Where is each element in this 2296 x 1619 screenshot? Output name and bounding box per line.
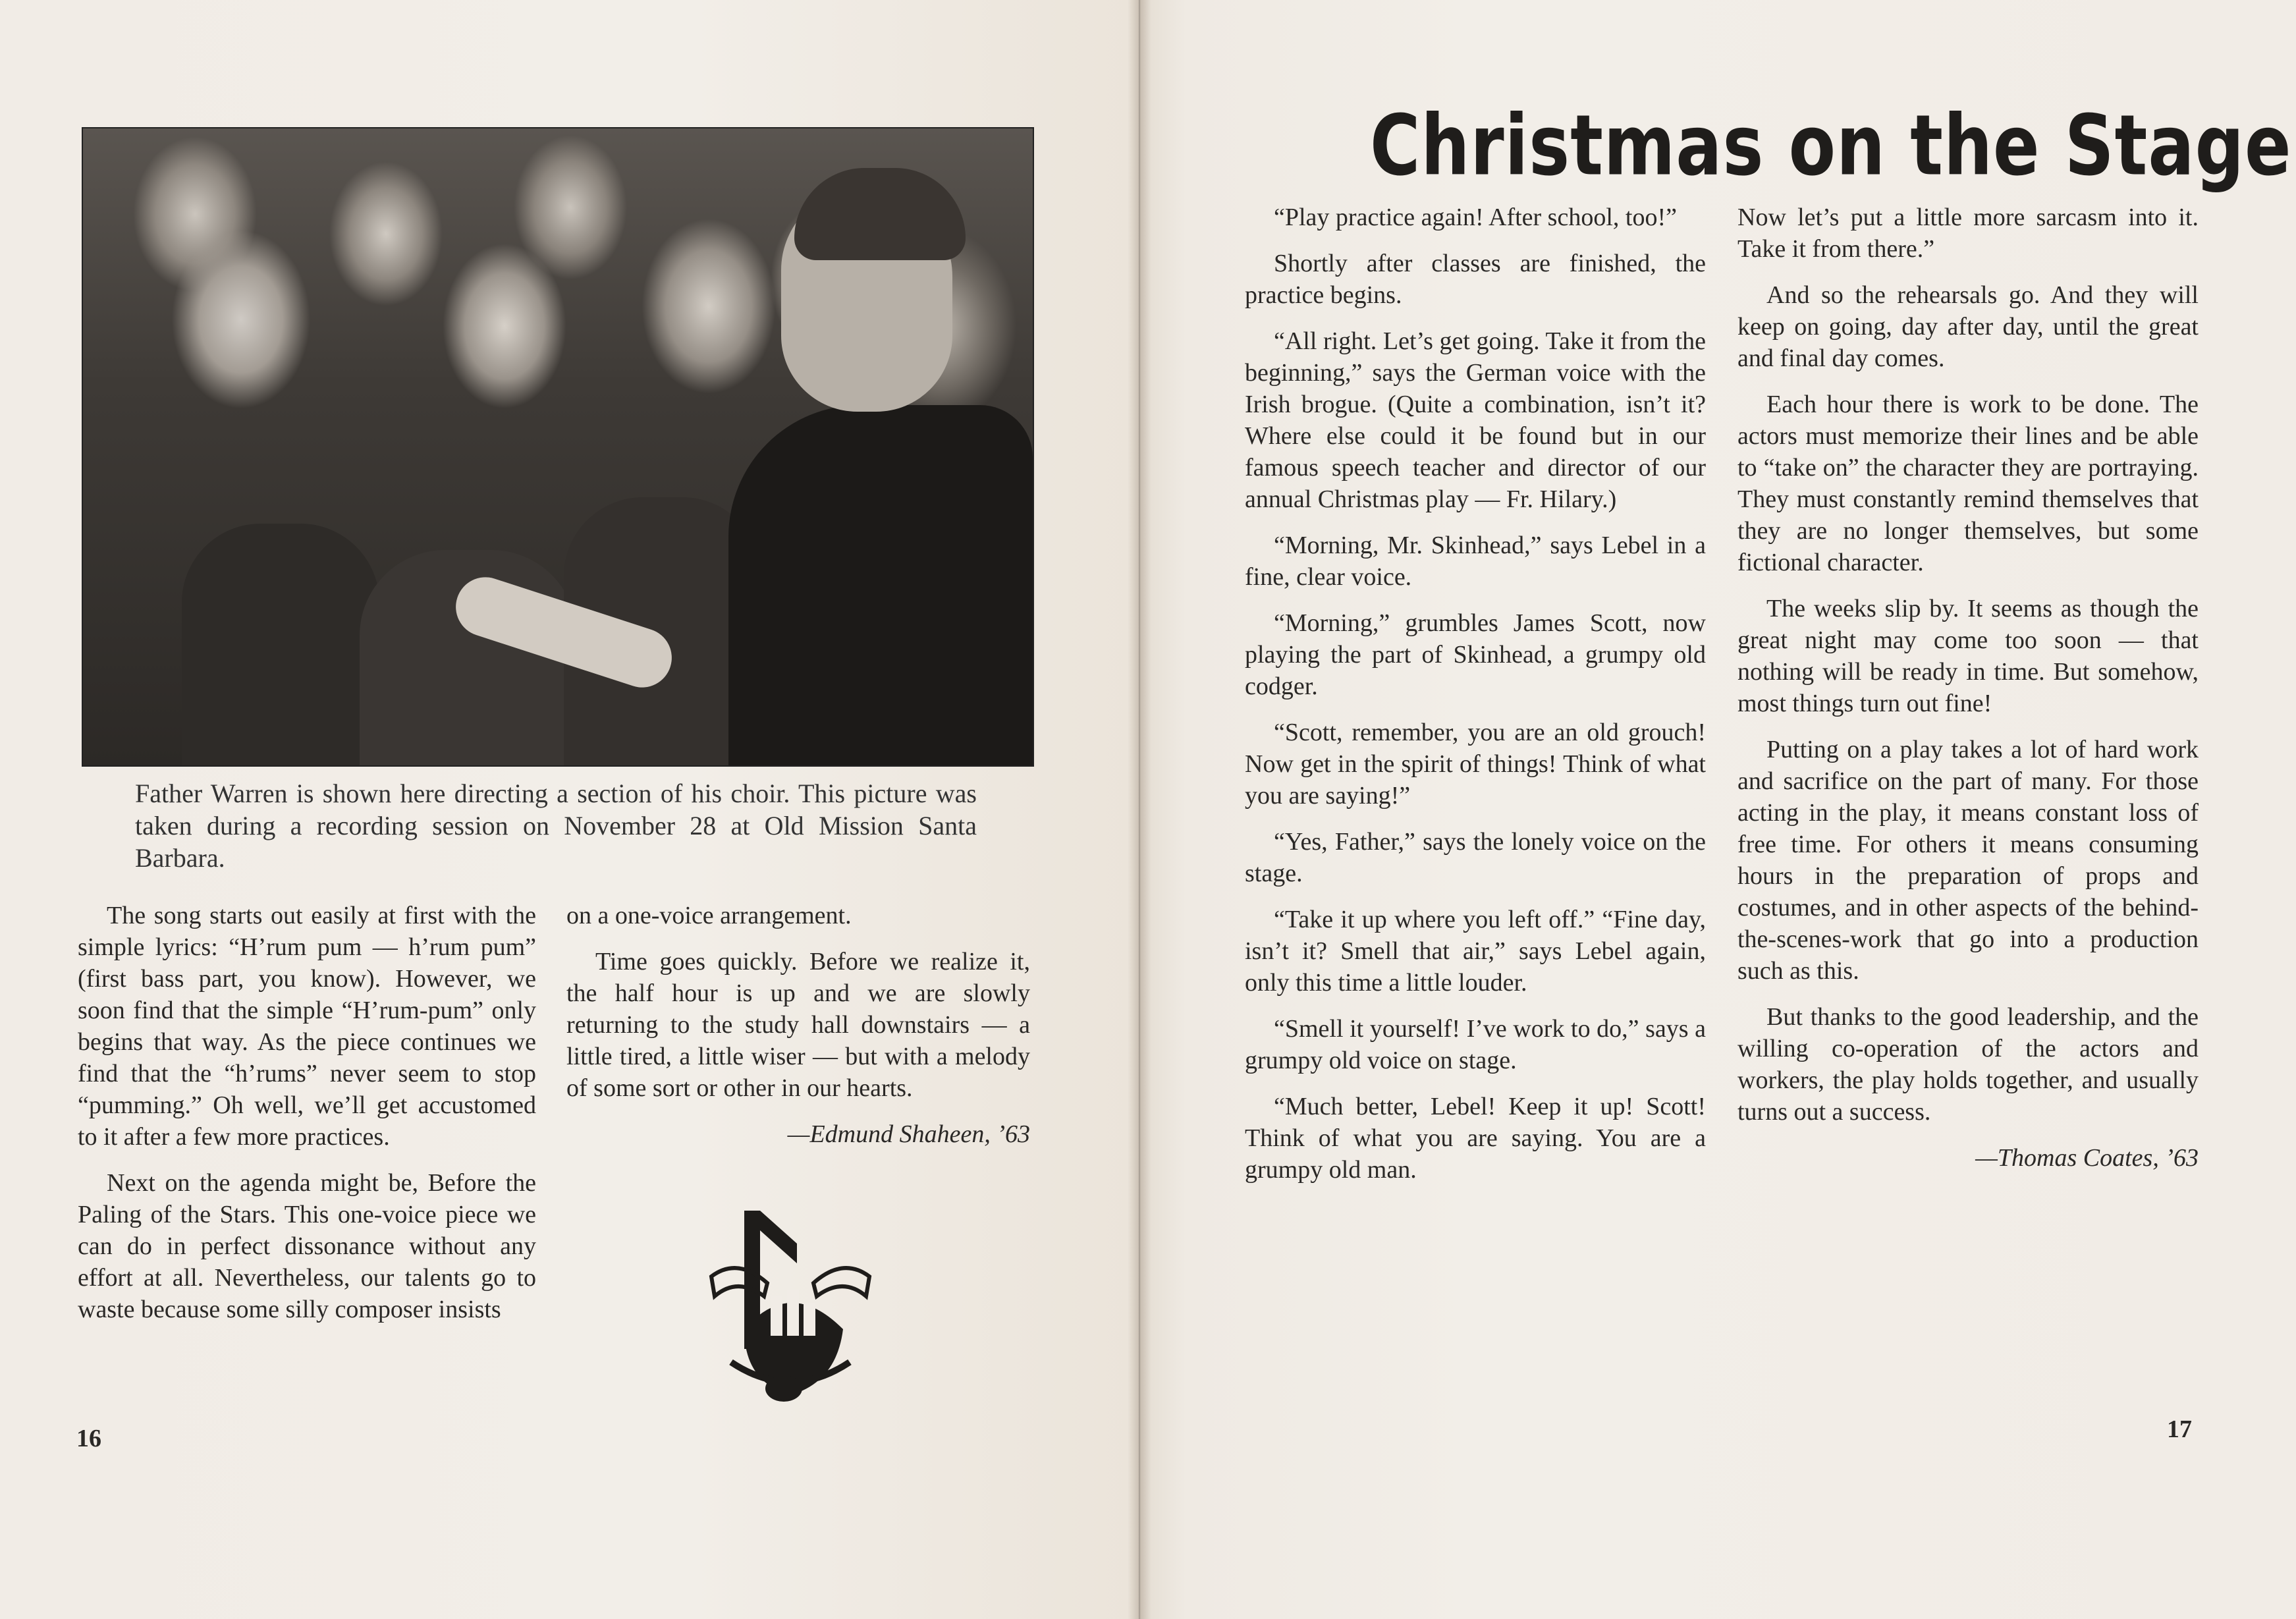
left-column-1 xyxy=(78,900,536,1340)
paragraph: Putting on a play takes a lot of hard work and sacrifice on the part of many. For those acting in the play, it means constant loss of free time. For others it means consuming hours in the preparation of props and costumes, and in other aspects of the behind-the-scenes-work that go into a production such as this. xyxy=(1737,736,2199,985)
choir-photo xyxy=(82,127,1034,767)
paragraph: Next on the agenda might be, Before the Paling of the Stars. This one-voice piece we can do in perfect dissonance without any effort at all. Nevertheless, our talents go to waste because some silly composer insists xyxy=(78,1169,536,1323)
left-column-2 xyxy=(566,900,1030,1165)
paragraph: “Yes, Father,” says the lonely voice on the stage. xyxy=(1245,828,1706,887)
right-column-1 xyxy=(1245,202,1706,1200)
paragraph: on a one-voice arrangement. xyxy=(566,902,852,929)
page-number: 17 xyxy=(2167,1415,2192,1443)
paragraph: But thanks to the good leadership, and the willing co-operation of the actors and workers, the play holds together, and usually turns out a success. xyxy=(1737,1003,2199,1126)
right-column-2 xyxy=(1737,202,2199,1188)
paragraph: And so the rehearsals go. And they will keep on going, day after day, until the great and final day comes. xyxy=(1737,281,2199,372)
article-title: Christmas on the Stage xyxy=(1370,96,2292,194)
signature: —Edmund Shaheen, ’63 xyxy=(787,1120,1030,1148)
paragraph: “Scott, remember, you are an old grouch! Now get in the spirit of things! Think of what you are saying!” xyxy=(1245,719,1706,810)
paragraph: The song starts out easily at first with the simple lyrics: “H’rum pum — h’rum pum” (first bass part, you know). However, we soon find that the simple “H’rum-pum” only begins that way. As the piece continues we find that the “h’rums” never seem to stop “pumming.” Oh well, we’ll get accustomed to it after a few more practices. xyxy=(78,902,536,1151)
left-page xyxy=(0,0,1139,1619)
paragraph: “Morning, Mr. Skinhead,” says Lebel in a fine, clear voice. xyxy=(1245,532,1706,591)
paragraph: “Play practice again! After school, too!” xyxy=(1274,204,1677,231)
paragraph: Time goes quickly. Before we realize it, the half hour is up and we are slowly returning to the study hall downstairs — a little tired, a little wiser — but with a melody of some sort or other in our hearts. xyxy=(566,948,1030,1102)
paragraph: “All right. Let’s get going. Take it from the beginning,” says the German voice with the Irish brogue. (Quite a combination, isn’t it? Where else could it be found but in our famous speech teacher and director of our annual Christmas play — Fr. Hilary.) xyxy=(1245,327,1706,513)
signature: —Thomas Coates, ’63 xyxy=(1975,1144,2199,1172)
photo-caption: Father Warren is shown here directing a section of his choir. This picture was taken during a recording session on November 28 at Old Mission Santa Barbara. xyxy=(135,779,977,873)
right-page xyxy=(1139,0,2296,1619)
page-number: 16 xyxy=(76,1425,101,1452)
paragraph: The weeks slip by. It seems as though the great night may come too soon — that nothing will be ready in time. But somehow, most things turn out fine! xyxy=(1737,595,2199,717)
paragraph: “Take it up where you left off.” “Fine day, isn’t it? Smell that air,” says Lebel again, only this time a little louder. xyxy=(1245,906,1706,997)
paragraph: “Much better, Lebel! Keep it up! Scott! Think of what you are saying. You are a grumpy old man. xyxy=(1245,1093,1706,1184)
paragraph: Each hour there is work to be done. The actors must memorize their lines and be able to “take on” the character they are portraying. They must constantly remind themselves that they are no longer themselves, but some fictional character. xyxy=(1737,391,2199,576)
paragraph: “Morning,” grumbles James Scott, now playing the part of Skinhead, a grumpy old codger. xyxy=(1245,609,1706,700)
paragraph: “Smell it yourself! I’ve work to do,” says a grumpy old voice on stage. xyxy=(1245,1015,1706,1074)
paragraph: Shortly after classes are finished, the practice begins. xyxy=(1245,250,1706,309)
book-gutter xyxy=(1128,0,1151,1619)
music-ornament-icon xyxy=(705,1197,876,1408)
paragraph: Now let’s put a little more sarcasm into it. Take it from there.” xyxy=(1737,204,2199,263)
